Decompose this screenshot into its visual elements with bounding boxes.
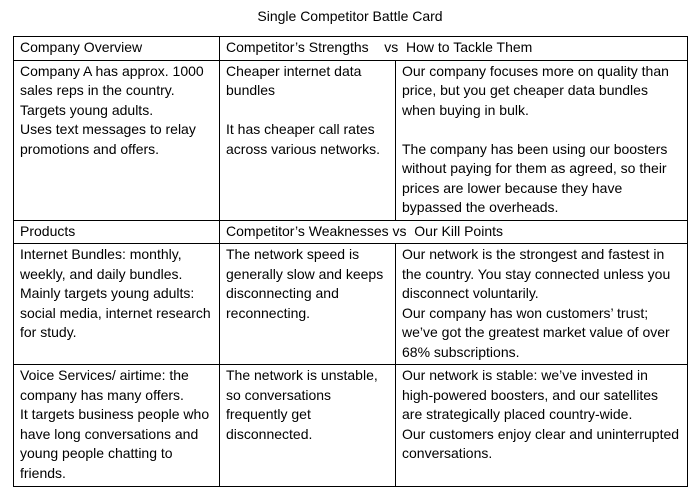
product-text: It targets business people who have long conversations and young people chatting to friends. [20,406,210,481]
overview-text: Company A has approx. 1000 sales reps in the country. [20,62,204,98]
company-overview-header: Company Overview [14,37,220,61]
strength-text: It has cheaper call rates across various networks. [226,121,381,157]
strength-text: Cheaper internet data bundles [226,62,362,98]
product-text: Mainly targets young adults: social media, internet research for study. [20,285,211,340]
weakness-cell [220,365,396,487]
product-text: Voice Services/ airtime: the company has many offers. [20,367,189,403]
product-cell [14,365,220,487]
strengths-vs-tackle-header: Competitor’s Strengths vs How to Tackle Them [220,37,688,61]
product-text: Internet Bundles: monthly, weekly, and daily bundles. [20,246,183,282]
kill-point-cell [396,365,688,487]
weakness-cell [220,244,396,365]
document-title: Single Competitor Battle Card [257,8,443,24]
kill-point-text: Our network is stable: we’ve invested in high-powered boosters, and our satellites are strategically placed country-wide. [402,367,659,422]
overview-text: Targets young adults. [20,101,154,118]
kill-point-text: Our network is the strongest and fastest in the country. You stay connected unless you disconnect voluntarily. [402,246,671,301]
weakness-text: The network speed is generally slow and keeps disconnecting and reconnecting. [226,246,384,321]
products-header-row [14,220,688,244]
competitor-strengths-cell [220,60,396,220]
tackle-text: Our company focuses more on quality than price, but you get cheaper data bundles when buying in bulk. [402,62,669,118]
kill-point-text: Our customers enjoy clear and uninterrupted conversations. [402,425,680,461]
tackle-text: The company has been using our boosters without paying for them as agreed, so their prices are lower because they have bypassed the overheads. [402,140,668,215]
weaknesses-vs-kill-header: Competitor’s Weaknesses vs Our Kill Points [220,220,688,244]
kill-point-cell [396,244,688,365]
kill-point-text: Our company has won customers’ trust; we’ve got the greatest market value of over 68% subscriptions. [402,304,670,360]
company-overview-cell [14,60,220,220]
overview-row [14,60,688,220]
product-row [14,244,688,365]
overview-header-row [14,37,688,61]
battle-card-table [13,36,688,487]
how-to-tackle-cell [396,60,688,220]
overview-text: Uses text messages to relay promotions and offers. [20,121,196,157]
product-cell [14,244,220,365]
products-header: Products [14,220,220,244]
product-row [14,365,688,487]
weakness-text: The network is unstable, so conversations frequently get disconnected. [226,367,378,442]
